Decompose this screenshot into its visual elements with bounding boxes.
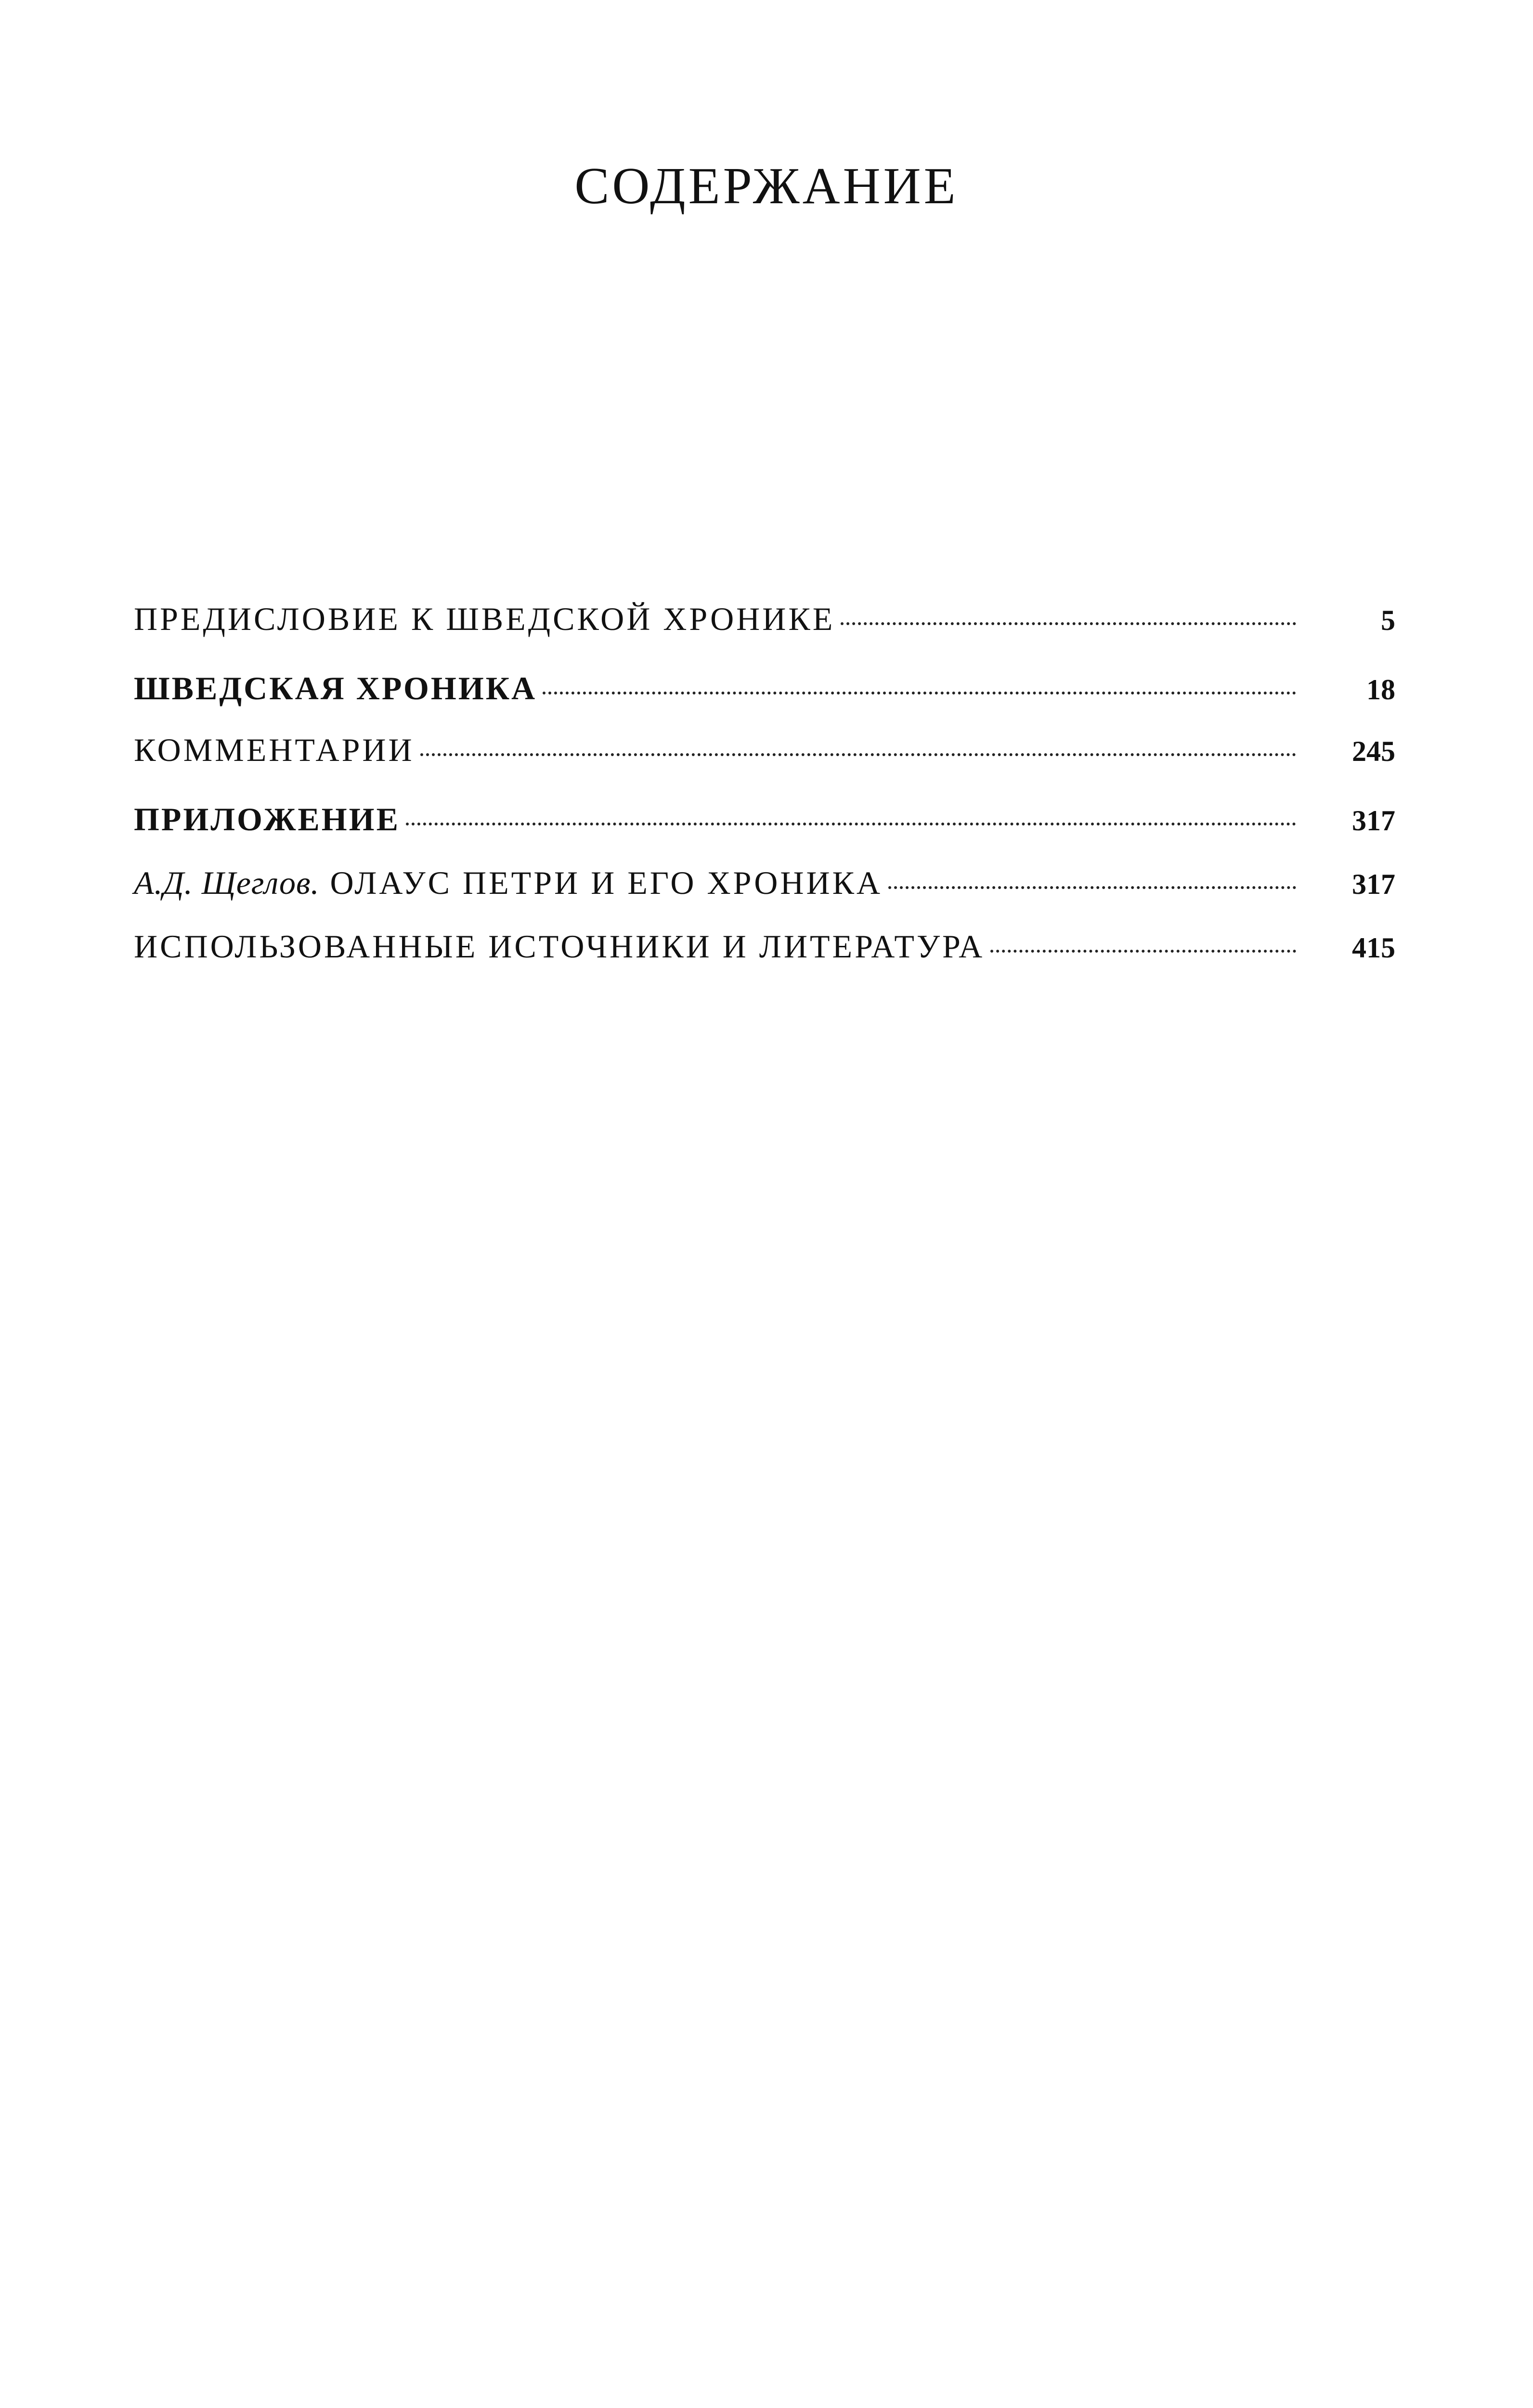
toc-entry-sources[interactable] [134,925,1395,968]
toc-entry-page-number: 317 [1352,805,1395,837]
toc-entry-appendix[interactable] [134,798,1395,841]
toc-entry-label [134,925,985,968]
toc-entry-page-number: 18 [1366,674,1395,706]
toc-entry-page-number: 415 [1352,932,1395,964]
page-title: СОДЕРЖАНИЕ [574,157,959,215]
toc-entry-label [134,667,537,710]
dot-leader [841,622,1296,625]
toc-entry-label [134,861,883,904]
toc-entry-preface[interactable] [134,597,1395,641]
toc-entry-commentary[interactable] [134,728,1395,772]
toc-entry-title: ПРИЛОЖЕНИЕ [134,801,400,838]
toc-entry-title: ОЛАУС ПЕТРИ И ЕГО ХРОНИКА [330,864,883,901]
dot-leader [406,823,1296,825]
toc-entry-label [134,597,835,641]
toc-entry-page-number: 5 [1381,604,1395,636]
dot-leader [990,950,1296,953]
toc-entry-title: ПРЕДИСЛОВИЕ К ШВЕДСКОЙ ХРОНИКЕ [134,601,835,637]
toc-entry-author: А.Д. Щеглов. [134,864,320,901]
toc-entry-page-number: 245 [1352,735,1395,767]
toc-entry-olaus-petri[interactable] [134,861,1395,904]
toc-entry-label [134,798,400,841]
toc-entry-title: ШВЕДСКАЯ ХРОНИКА [134,670,537,707]
toc-entry-swedish-chronicle[interactable] [134,667,1395,710]
toc-entry-title: ИСПОЛЬЗОВАННЫЕ ИСТОЧНИКИ И ЛИТЕРАТУРА [134,928,985,965]
dot-leader [888,886,1296,889]
dot-leader [543,692,1296,694]
toc-entry-label [134,728,415,772]
toc-entry-title: КОММЕНТАРИИ [134,732,415,768]
dot-leader [420,753,1296,756]
toc-entry-page-number: 317 [1352,868,1395,900]
